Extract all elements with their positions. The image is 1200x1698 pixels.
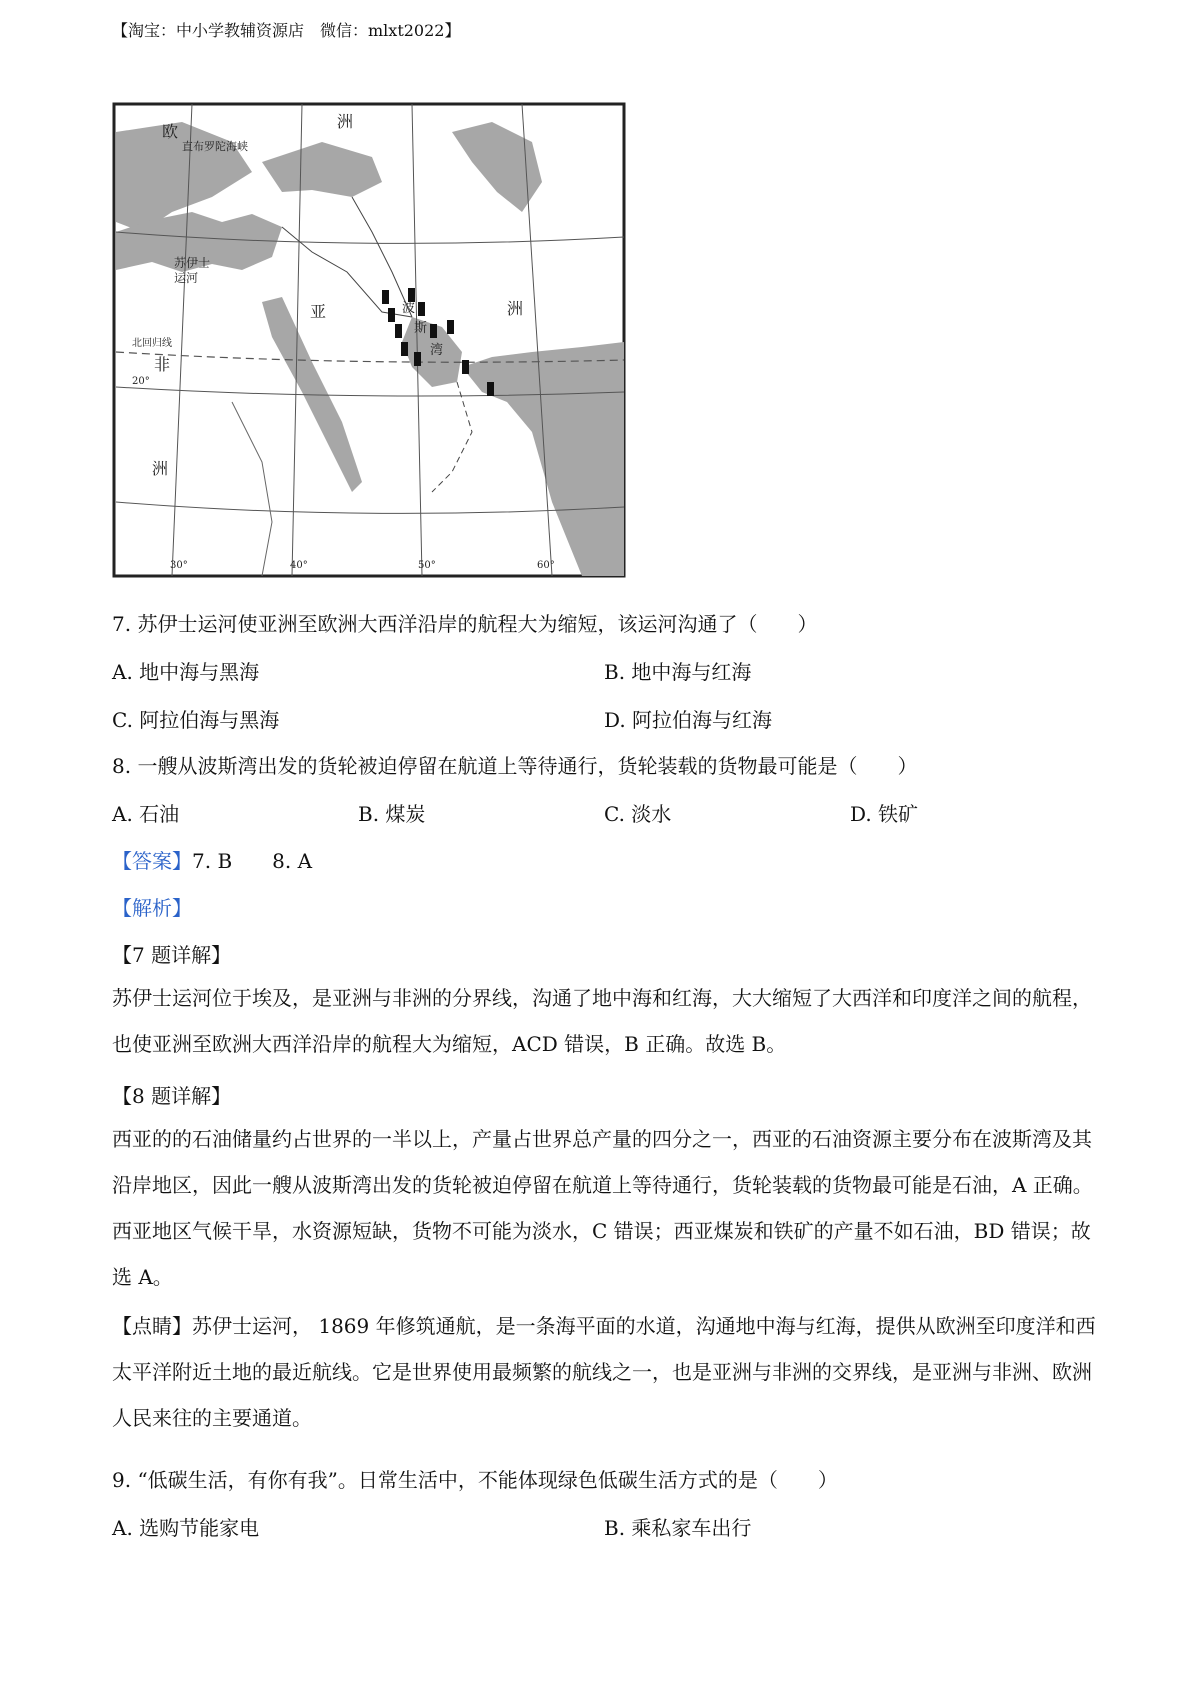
q7-option-a: A. 地中海与黑海 xyxy=(112,660,260,684)
comment-paragraph xyxy=(112,1303,1096,1441)
map-label-strait: 直布罗陀海峡 xyxy=(182,140,248,153)
answer-line xyxy=(112,845,312,874)
q7-detail-text: 苏伊士运河位于埃及，是亚洲与非洲的分界线，沟通了地中海和红海，大大缩短了大西洋和印度洋之间的航程，也使亚洲至欧洲大西洋沿岸的航程大为缩短，ACD 错误，B 正确。故选 B。 xyxy=(112,986,1092,1056)
answer-tag: 【答案】 xyxy=(112,849,192,873)
page-header: 【淘宝：中小学教辅资源店 微信：mlxt2022】 xyxy=(112,21,461,40)
q7-detail-tag: 【7 题详解】 xyxy=(112,943,232,967)
map-label-lat: 20° xyxy=(132,376,150,387)
map-label-canal-1: 苏伊士 xyxy=(174,256,211,270)
comment-tag: 【点睛】 xyxy=(112,1314,192,1338)
map-label-gulf-2: 斯 xyxy=(414,321,428,336)
q8-option-d: D. 铁矿 xyxy=(850,802,919,826)
middle-east-map xyxy=(112,102,626,578)
answer-text: 7. B 8. A xyxy=(192,849,313,873)
map-label-lon-4: 60° xyxy=(537,560,555,571)
comment-text: 苏伊士运河， 1869 年修筑通航，是一条海平面的水道，沟通地中海与红海，提供从欧洲至印度洋和西太平洋附近土地的最近航线。它是世界使用最频繁的航线之一，也是亚洲与非洲的交界线，是亚洲与非洲、欧洲人民来往的主要通道。 xyxy=(112,1314,1096,1430)
q8-stem: 8. 一艘从波斯湾出发的货轮被迫停留在航道上等待通行，货轮装载的货物最可能是（ ） xyxy=(112,754,918,778)
map-label-lon-3: 50° xyxy=(418,560,436,571)
q7-option-c: C. 阿拉伯海与黑海 xyxy=(112,708,280,732)
map-label-africa-2: 洲 xyxy=(152,459,169,478)
q9-stem: 9. “低碳生活，有你有我”。日常生活中，不能体现绿色低碳生活方式的是（ ） xyxy=(112,1468,838,1492)
map-label-gulf-3: 湾 xyxy=(430,343,444,358)
map-label-asia-1: 亚 xyxy=(310,302,327,321)
map-label-lon-1: 30° xyxy=(170,560,188,571)
q7-option-b: B. 地中海与红海 xyxy=(604,660,752,684)
map-label-tropic: 北回归线 xyxy=(132,338,172,349)
q9-option-a: A. 选购节能家电 xyxy=(112,1516,260,1540)
q8-option-b: B. 煤炭 xyxy=(358,802,426,826)
map-label-gulf-1: 波 xyxy=(402,301,416,316)
map-label-africa-1: 非 xyxy=(154,355,171,374)
q7-option-d: D. 阿拉伯海与红海 xyxy=(604,708,773,732)
analysis-tag: 【解析】 xyxy=(112,896,192,920)
map-label-europe-2: 洲 xyxy=(337,112,354,131)
map-label-canal-2: 运河 xyxy=(174,271,199,285)
map-label-asia-2: 洲 xyxy=(507,299,524,318)
q7-stem: 7. 苏伊士运河使亚洲至欧洲大西洋沿岸的航程大为缩短，该运河沟通了（ ） xyxy=(112,612,818,636)
q8-option-a: A. 石油 xyxy=(112,802,180,826)
q9-option-b: B. 乘私家车出行 xyxy=(604,1516,752,1540)
q8-detail-text: 西亚的的石油储量约占世界的一半以上，产量占世界总产量的四分之一，西亚的石油资源主要分布在波斯湾及其沿岸地区，因此一艘从波斯湾出发的货轮被迫停留在航道上等待通行，货轮装载的货物最可能是石油，A 正确。西亚地区气候干旱，水资源短缺，货物不可能为淡水，C 错误；西亚煤炭和铁矿的产量不如石油，BD 错误；故选 A。 xyxy=(112,1127,1093,1289)
map-label-lon-2: 40° xyxy=(290,560,308,571)
q8-detail-tag: 【8 题详解】 xyxy=(112,1084,232,1108)
q8-option-c: C. 淡水 xyxy=(604,802,672,826)
map-label-europe-1: 欧 xyxy=(162,122,179,141)
